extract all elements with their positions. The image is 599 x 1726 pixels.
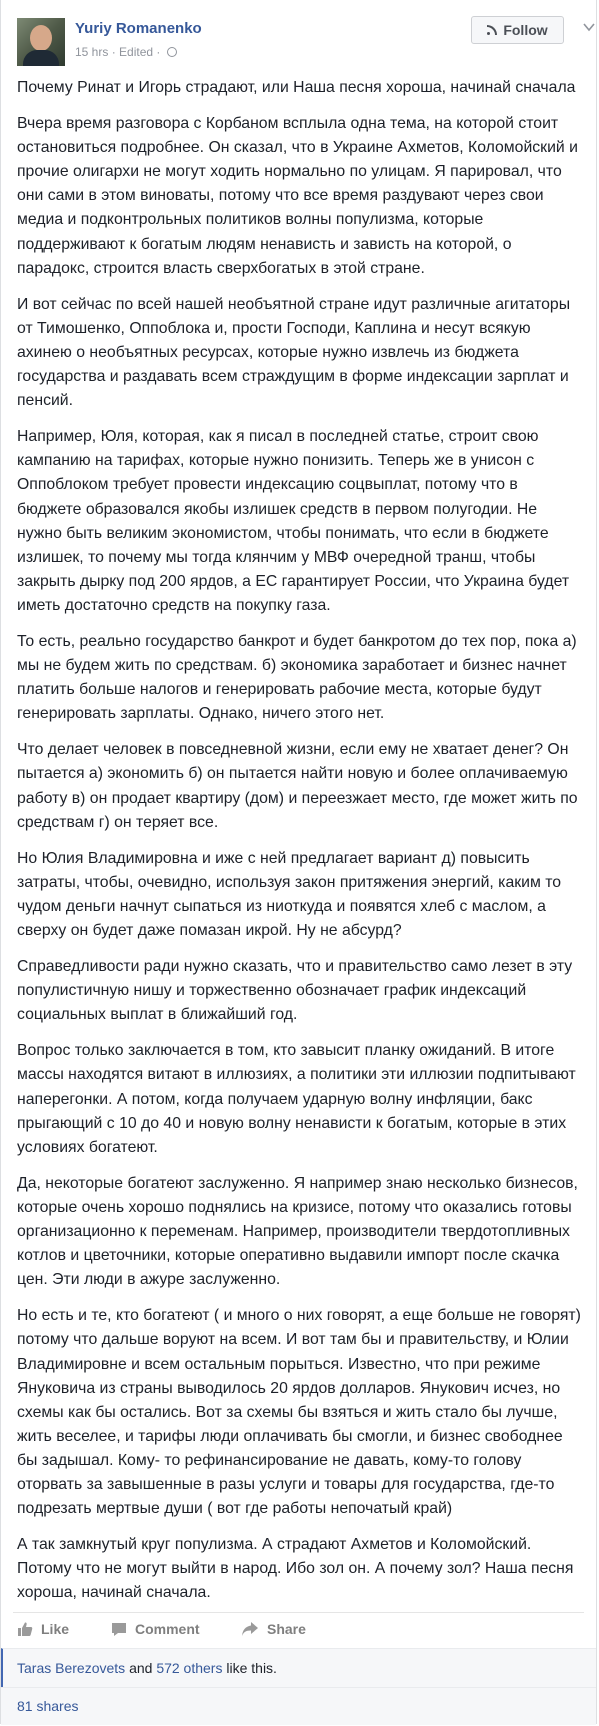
- post-meta: [75, 44, 177, 59]
- shares-summary: [1, 1687, 596, 1725]
- post-paragraph: Но Юлия Владимировна и иже с ней предлагает вариант д) повысить затраты, чтобы, очевидно, используя закон притяжения энергий, каким то чудом деньги начнут сыпаться из ниоткуда и появятся хлеб с маслом, а сверху он будет даже помазан икрой. Ну не абсурд?: [17, 849, 562, 939]
- like-button[interactable]: [17, 1613, 69, 1645]
- post-paragraph: Например, Юля, которая, как я писал в последней статье, строит свою кампанию на тарифах, которые нужно понизить. Теперь же в унисон с Оппоблоком требует провести индексацию соцвыплат, потому что в бюджете образовался якобы излишек средств в первом полугодии. Не нужно быть великим экономистом, чтобы понимать, что если в бюджете излишек, то почему мы тогда клянчим у МВФ очередной транш, чтобы закрыть дырку под 200 ярдов, а ЕС гарантирует России, что Украина будет иметь достаточно средств на покупку газа.: [17, 428, 570, 614]
- post-paragraph: А так замкнутый круг популизма. А страдают Ахметов и Коломойский. Потому что не могут выйти в народ. Ибо зол он. А почему зол? Наша песня хороша, начинай сначала.: [17, 1536, 574, 1602]
- follow-label: Follow: [503, 22, 548, 38]
- likes-others-link[interactable]: 572 others: [156, 1660, 223, 1676]
- post-header: [17, 14, 580, 66]
- shares-link[interactable]: 81 shares: [17, 1698, 79, 1714]
- post-paragraph: И вот сейчас по всей нашей необъятной стране идут различные агитаторы от Тимошенко, Оппоблока и, прости Господи, Каплина и несут всякую ахинею о необъятных ресурсах, которые нужно извлечь из бюджета государства и раздавать всем страждущим в форме индексации зарплат и пенсий.: [17, 295, 571, 410]
- edited-label[interactable]: Edited: [119, 44, 154, 59]
- post-paragraph: Но есть и те, кто богатеют ( и много о них говорят, а еще больше не говорят) потому что дальше воруют на всем. И вот там бы и правительству, и Юлии Владимировне и всем остальным порыться. Известно, что при режиме Януковича из страны выводилось 20 ярдов долларов. Янукович исчез, но схемы как бы остались. Вот за схемы бы взяться и жить стало бы лучше, жить веселее, и тарифы люди оплачивать бы смогли, и бизнес свободнее бы задышал. Кому- то рефинансирование не давать, кому-то голову оторвать за завышенные в разы услуги и товары для государства, где-то подрезать мертвые души ( вот где работы непочатый край): [17, 1307, 581, 1518]
- meta-separator: ·: [111, 44, 116, 59]
- share-icon: [241, 1621, 259, 1637]
- comment-button[interactable]: [111, 1613, 200, 1645]
- post-paragraph: Да, некоторые богатеют заслуженно. Я например знаю несколько бизнесов, которые очень хорошо поднялись на кризисе, потому что оказались готовы организационно к переменам. Например, производители твердотопливных котлов и цветочники, которые оперативно выдавили импорт после скачка цен. Эти люди в ажуре заслуженно.: [17, 1174, 578, 1289]
- author-name[interactable]: Yuriy Romanenko: [75, 20, 202, 37]
- liker-name-link[interactable]: Taras Berezovets: [17, 1660, 126, 1676]
- chevron-down-icon[interactable]: [581, 20, 597, 36]
- meta-separator-2: ·: [156, 44, 161, 59]
- share-button[interactable]: [241, 1613, 306, 1645]
- rss-icon: [487, 25, 497, 35]
- post-time[interactable]: 15 hrs: [75, 44, 109, 59]
- post-paragraph: Вчера время разговора с Корбаном всплыла одна тема, на которой стоит остановиться подробнее. Он сказал, что в Украине Ахметов, Коломойский и прочие олигархи не могут ходить нормально по улицам. Я парировал, что они сами в этом виноваты, потому что все время раздувают через свои медиа и подконтрольных политиков волны популизма, которые поддерживают к богатым людям ненависть и зависть на которой, о парадокс, строится власть сверхбогатых в этой стране.: [17, 115, 578, 277]
- post-actions: [13, 1612, 584, 1645]
- globe-icon[interactable]: [167, 47, 177, 57]
- comment-icon: [111, 1621, 127, 1637]
- avatar-shirt: [23, 50, 59, 66]
- post-title: Почему Ринат и Игорь страдают, или Наша песня хороша, начинай сначала: [17, 79, 576, 96]
- comment-label: Comment: [135, 1621, 200, 1637]
- like-label: Like: [41, 1621, 70, 1637]
- post-paragraph: Вопрос только заключается в том, кто завысит планку ожиданий. В итоге массы находятся витают в иллюзиях, а политики эти иллюзии подпитывают наперегонки. А потом, когда получаем ударную волну инфляции, бакс прыгающий с 10 до 40 и новую волну ненависти к богатым, которые в этих условиях богатеют.: [17, 1042, 576, 1156]
- likes-summary: [1, 1648, 596, 1687]
- likes-suffix: like this.: [226, 1660, 277, 1676]
- post-paragraph: Справедливости ради нужно сказать, что и правительство само лезет в эту популистичную нишу и торжественно обозначает график индексаций социальных выплат в ближайший год.: [17, 958, 573, 1024]
- post-paragraph: То есть, реально государство банкрот и будет банкротом до тех пор, пока а) мы не будем жить по средствам. б) экономика заработает и бизнес начнет платить больше налогов и генерировать рабочие места, которые будут генерировать зарплаты. Однако, ничего этого нет.: [17, 632, 577, 723]
- avatar-face: [30, 25, 52, 51]
- share-label: Share: [267, 1621, 306, 1637]
- thumbs-up-icon: [17, 1621, 33, 1637]
- post-paragraph: Что делает человек в повседневной жизни, если ему не хватает денег? Он пытается а) экономить б) он пытается найти новую и более оплачиваемую работу в) он продает квартиру (дом) и переезжает место, где может жить по средствам г) он теряет все.: [17, 741, 578, 831]
- follow-button[interactable]: [471, 16, 564, 44]
- post-content: [17, 76, 583, 1617]
- likes-and: and: [129, 1660, 153, 1676]
- avatar[interactable]: [17, 18, 65, 66]
